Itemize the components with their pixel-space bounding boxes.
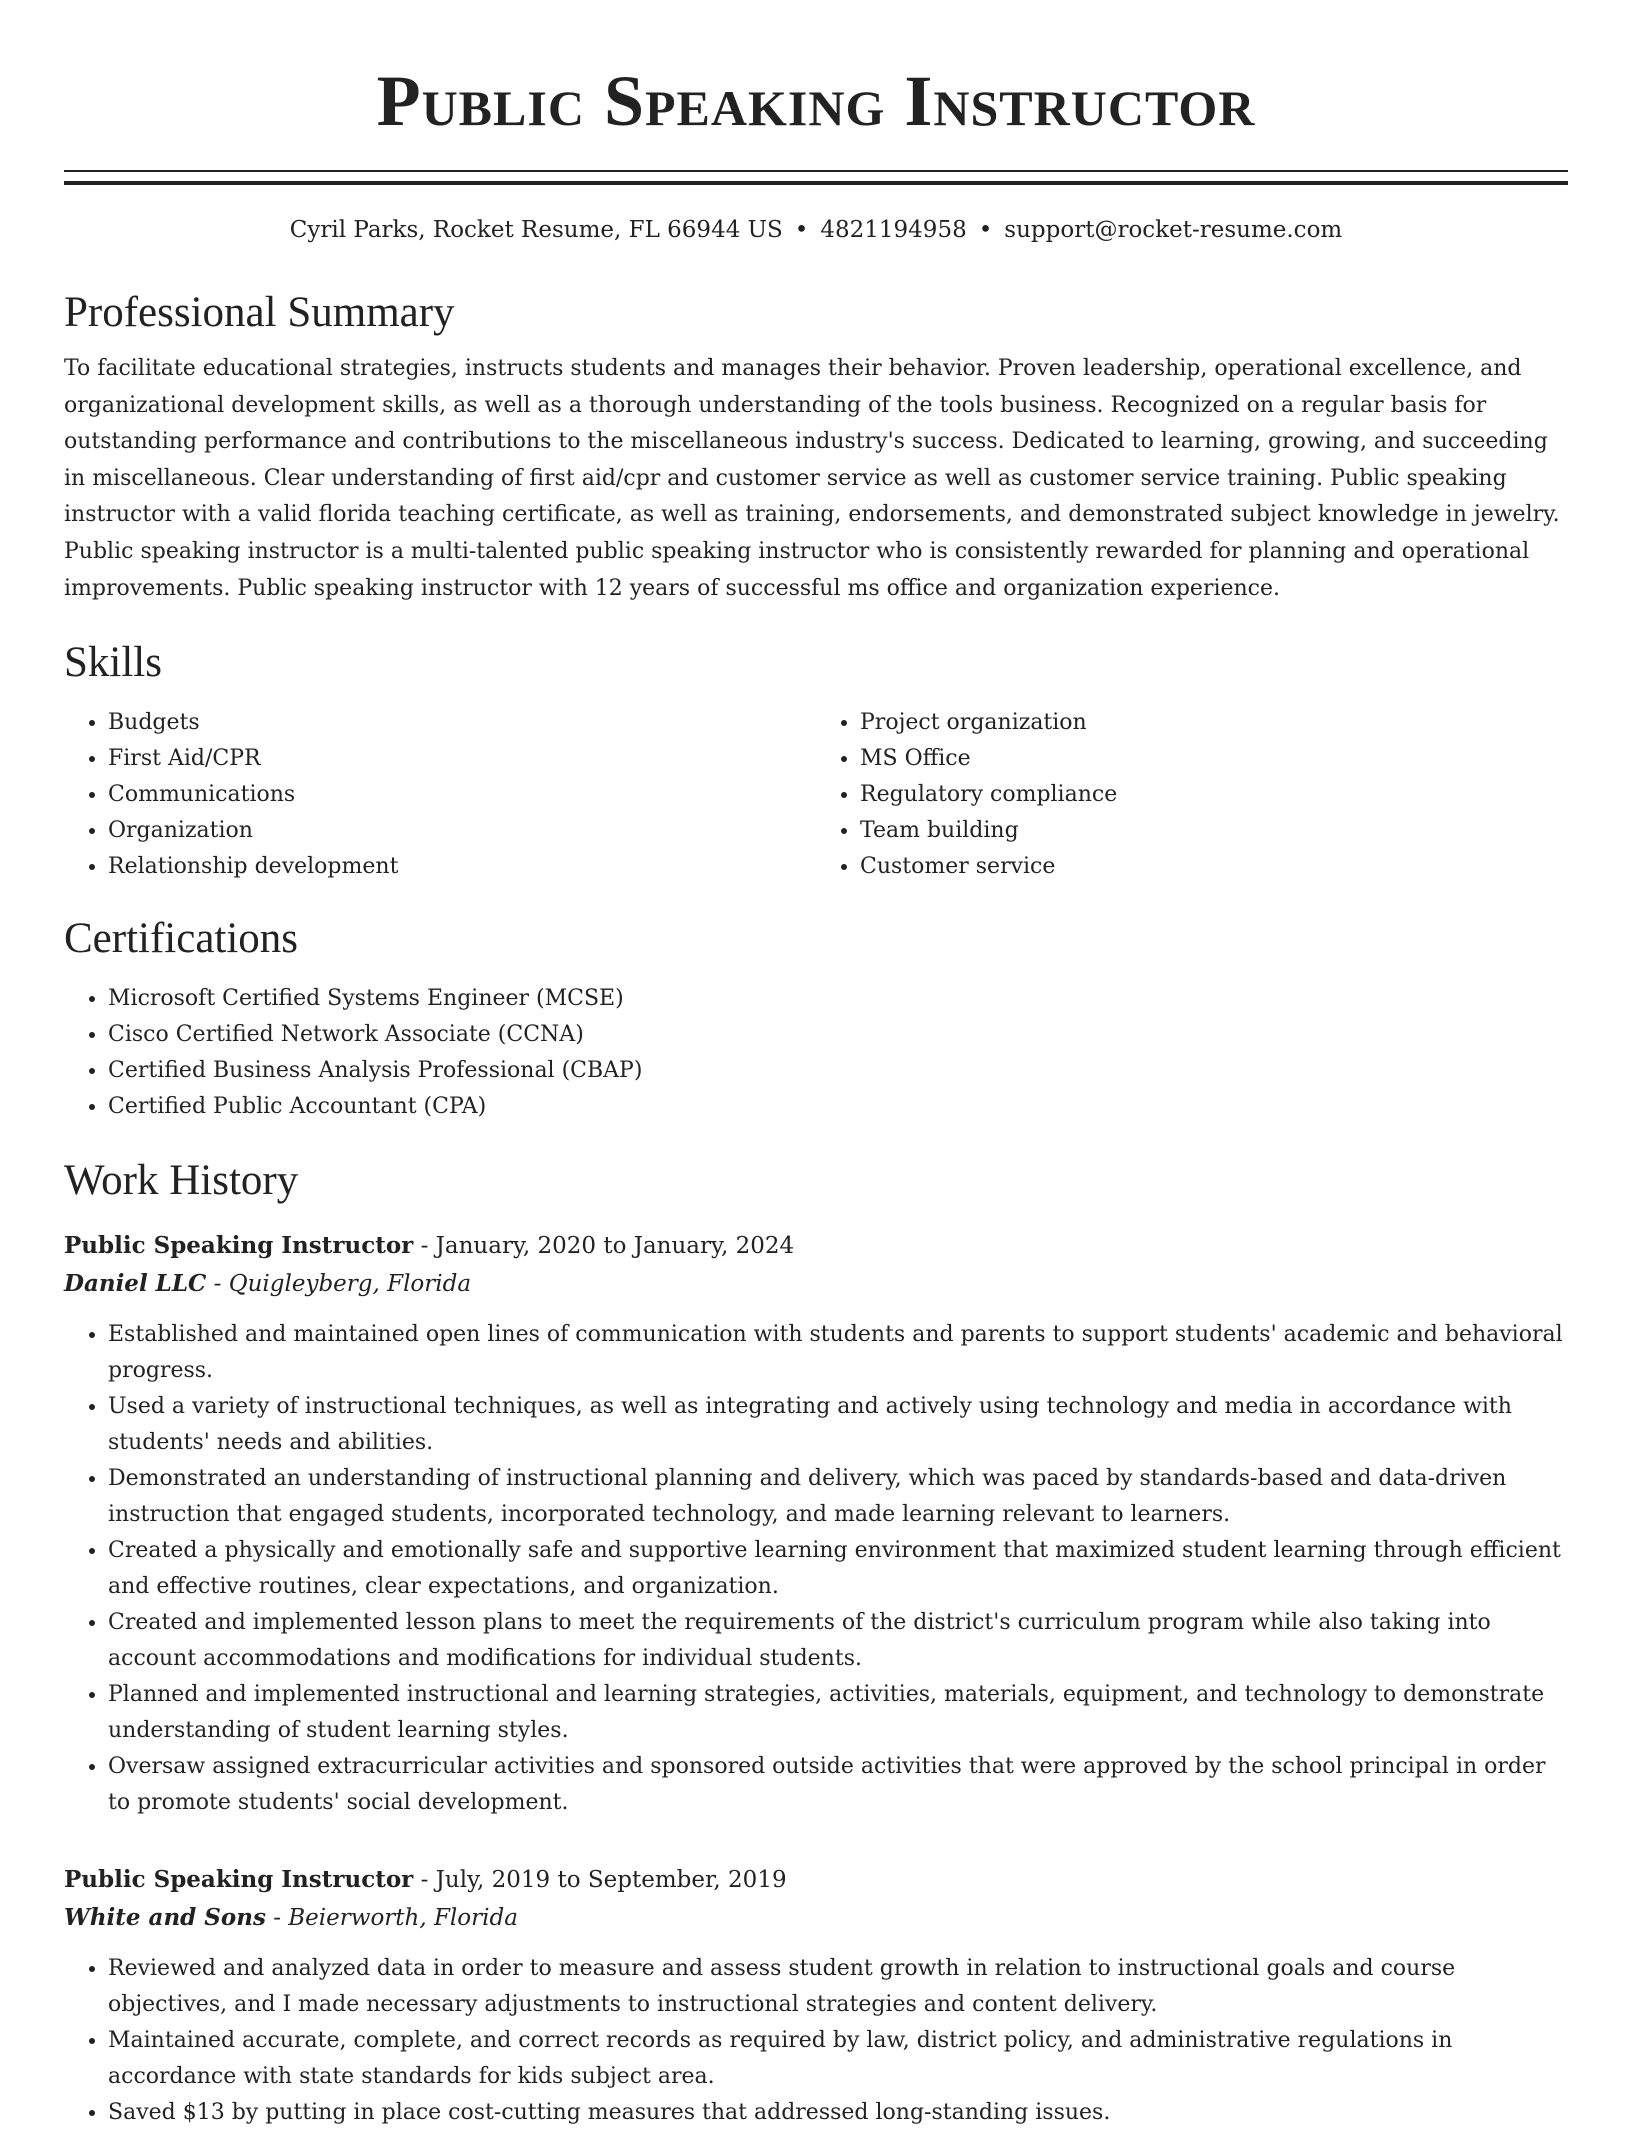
skill-item: • MS Office [860,741,1568,777]
job-bullet: • Maintained accurate, complete, and correct records as required by law, district policy, and administrative regulations in accordance with state standards for kids subject area. [108,2023,1568,2095]
certifications-list [64,981,1568,1125]
certification-item: • Certified Business Analysis Professional (CBAP) [108,1053,1568,1089]
skill-item: • Customer service [860,849,1568,885]
job-location: - Beierworth, Florida [265,1905,518,1932]
contact-phone: 4821194958 [820,217,967,243]
skill-item: • Budgets [108,705,816,741]
contact-address: Cyril Parks, Rocket Resume, FL 66944 US [289,217,783,243]
resume-page [64,0,1568,2131]
job-position: Public Speaking Instructor [64,1232,414,1260]
contact-separator: • [978,217,993,243]
job-position: Public Speaking Instructor [64,1866,414,1894]
job-company: Daniel LLC [64,1270,207,1298]
job-bullet: • Created a physically and emotionally safe and supportive learning environment that maximized student learning through efficient and effective routines, clear expectations, and organization. [108,1533,1568,1605]
skill-item: • Communications [108,777,816,813]
job-location: - Quigleyberg, Florida [206,1271,472,1298]
job-bullet: • Saved $13 by putting in place cost-cutting measures that addressed long-standing issues. [108,2095,1568,2131]
job-bullet: • Demonstrated an understanding of instructional planning and delivery, which was paced by standards-based and data-driven instruction that engaged students, incorporated technology, and made learning relevant to learners. [108,1461,1568,1533]
skills-heading: Skills [64,639,162,687]
certifications-section [64,911,1568,1125]
skill-item: • Project organization [860,705,1568,741]
certifications-heading: Certifications [64,915,299,963]
job-bullet: • Created and implemented lesson plans to meet the requirements of the district's curriculum program while also taking into account accommodations and modifications for individual students. [108,1605,1568,1677]
job-dates: - July, 2019 to September, 2019 [413,1867,787,1894]
job-company-line [64,1265,1568,1303]
job-bullet: • Used a variety of instructional techniques, as well as integrating and actively using technology and media in accordance with students' needs and abilities. [108,1389,1568,1461]
summary-text: To facilitate educational strategies, instructs students and manages their behavior. Proven leadership, operational excellence, and organizational development skills, as well as a thorough understanding of the tools business. Recognized on a regular basis for outstanding performance and contributions to the miscellaneous industry's success. Dedicated to learning, growing, and succeeding in miscellaneous. Clear understanding of first aid/cpr and customer service as well as customer service training. Public speaking instructor with a valid florida teaching certificate, as well as training, endorsements, and demonstrated subject knowledge in jewelry. Public speaking instructor is a multi-talented public speaking instructor who is consistently rewarded for planning and operational improvements. Public speaking instructor with 12 years of successful ms office and organization experience. [64,356,1560,601]
skills-section [64,635,1568,885]
contact-separator: • [794,217,809,243]
work-history-section [64,1153,1568,2131]
summary-heading: Professional Summary [64,289,455,336]
job-company: White and Sons [64,1904,266,1932]
contact-email: support@rocket-resume.com [1004,217,1343,243]
resume-title: Public Speaking Instructor [376,61,1256,141]
skill-item: • Team building [860,813,1568,849]
certification-item: • Microsoft Certified Systems Engineer (MCSE) [108,981,1568,1017]
job-bullet: • Reviewed and analyzed data in order to measure and assess student growth in relation to instructional goals and course objectives, and I made necessary adjustments to instructional strategies and content delivery. [108,1951,1568,2023]
skills-list-right [816,705,1568,885]
job-bullet: • Established and maintained open lines of communication with students and parents to support students' academic and behavioral progress. [108,1317,1568,1389]
job-entry [64,1861,1568,2131]
job-title-line [64,1861,1568,1899]
skill-item: • Organization [108,813,816,849]
skills-columns [64,705,1568,885]
skill-item: • Relationship development [108,849,816,885]
skill-item: • First Aid/CPR [108,741,816,777]
certification-item: • Cisco Certified Network Associate (CCNA) [108,1017,1568,1053]
job-bullet: • Oversaw assigned extracurricular activities and sponsored outside activities that were approved by the school principal in order to promote students' social development. [108,1749,1568,1821]
job-title-line [64,1227,1568,1265]
work-history-heading: Work History [64,1157,299,1205]
certification-item: • Certified Public Accountant (CPA) [108,1089,1568,1125]
contact-line [64,213,1568,247]
job-bullet: • Planned and implemented instructional and learning strategies, activities, materials, equipment, and technology to demonstrate understanding of student learning styles. [108,1677,1568,1749]
job-company-line [64,1899,1568,1937]
job-bullets [64,1951,1568,2131]
skill-item: • Regulatory compliance [860,777,1568,813]
title-divider [64,170,1568,185]
skills-list-left [64,705,816,885]
summary-section [64,285,1568,607]
job-bullets [64,1317,1568,1821]
job-dates: - January, 2020 to January, 2024 [413,1233,795,1260]
job-entry [64,1227,1568,1821]
